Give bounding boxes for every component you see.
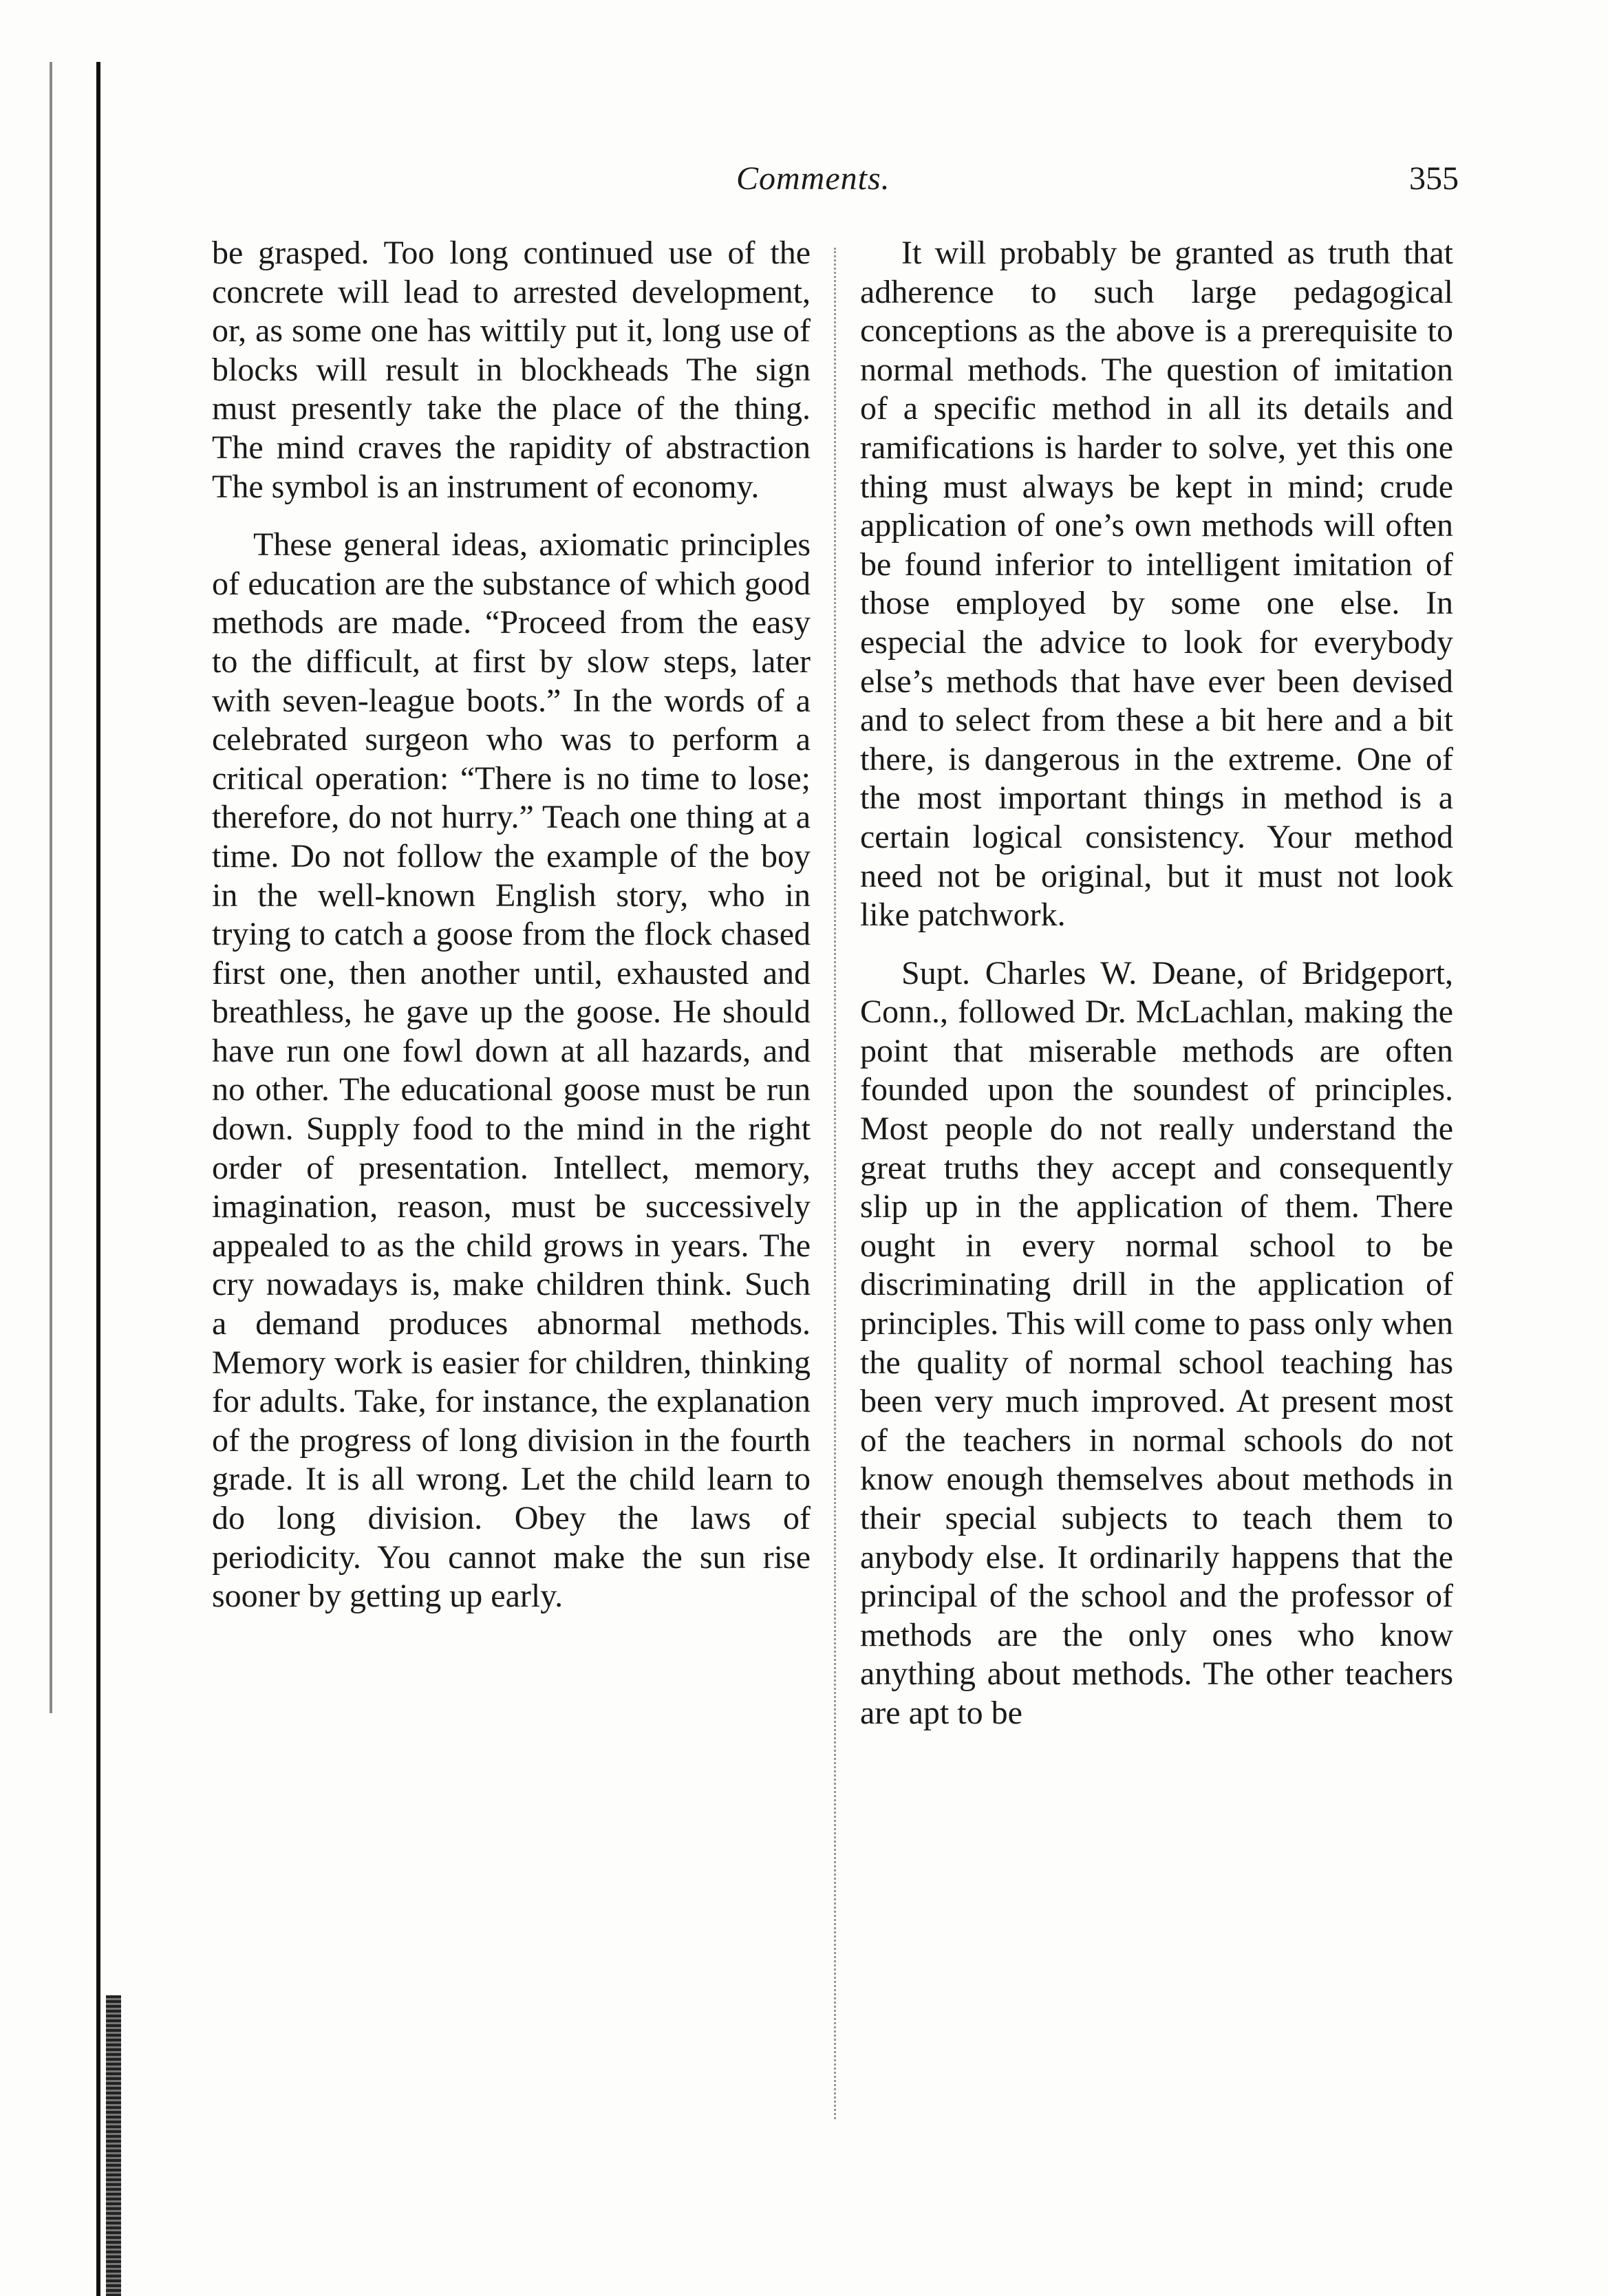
running-head: Comments. [736, 160, 890, 197]
binding-gutter-line [96, 62, 100, 2296]
right-paragraph-2: Supt. Charles W. Deane, of Bridgeport, Conn., followed Dr. McLachlan, making the point that miserable methods are often founded upon the soundest of principles. Most people do not really understand the great truths they accept and consequently slip up in the application of them. There ought in every normal school to be discriminating drill in the application of principles. This will come to pass only when the quality of normal school teaching has been very much improved. At present most of the teachers in normal schools do not know enough themselves about methods in their special subjects to teach them to anybody else. It ordinarily happens that the principal of the school and the professor of methods are the only ones who know anything about methods. The other teachers are apt to be [860, 954, 1453, 1731]
left-paragraph-1: be grasped. Too long continued use of the concrete will lead to arrested development, or, as some one has wittily put it, long use of blocks will result in blockheads The sign must presently take the place of the thing. The mind craves the rapidity of abstraction The symbol is an instrument of economy. [212, 235, 811, 505]
right-paragraph-1: It will probably be granted as truth that adherence to such large pedagogical conceptions as the above is a prerequisite to normal methods. The question of imitation of a specific method in all its details and ramifications is harder to solve, yet this one thing must always be kept in mind; crude application of one’s own methods will often be found inferior to intelligent imitation of those employed by some one else. In especial the advice to look for everybody else’s methods that have ever been devised and to select from these a bit here and a bit there, is dangerous in the extreme. One of the most important things in method is a certain logical consistency. Your method need not be original, but it must not look like patchwork. [860, 235, 1453, 934]
page-header [206, 160, 1459, 208]
left-paragraph-2: These general ideas, axiomatic principles of education are the substance of which good methods are made. “Proceed from the easy to the difficult, at first by slow steps, later with seven-league boots.” In the words of a celebrated surgeon who was to perform a critical operation: “There is no time to lose; therefore, do not hurry.” Teach one thing at a time. Do not follow the example of the boy in the well-known English story, who in trying to catch a goose from the flock chased first one, then another until, exhausted and breathless, he gave up the goose. He should have run one fowl down at all hazards, and no other. The educational goose must be run down. Supply food to the mind in the right order of presentation. Intellect, memory, imagination, reason, must be successively appealed to as the child grows in years. The cry nowadays is, make children think. Such a demand produces abnormal methods. Memory work is easier for children, thinking for adults. Take, for instance, the explanation of the progress of long division in the fourth grade. It is all wrong. Let the child learn to do long division. Obey the laws of periodicity. You cannot make the sun rise sooner by getting up early. [212, 526, 811, 1615]
page-number: 355 [1409, 160, 1459, 197]
binding-stitching [106, 1995, 121, 2296]
column-divider [834, 248, 836, 2119]
right-column [860, 234, 1453, 1733]
left-column [212, 234, 811, 1616]
page-binding-edge [0, 0, 138, 2296]
binding-shadow-line [50, 62, 52, 1713]
